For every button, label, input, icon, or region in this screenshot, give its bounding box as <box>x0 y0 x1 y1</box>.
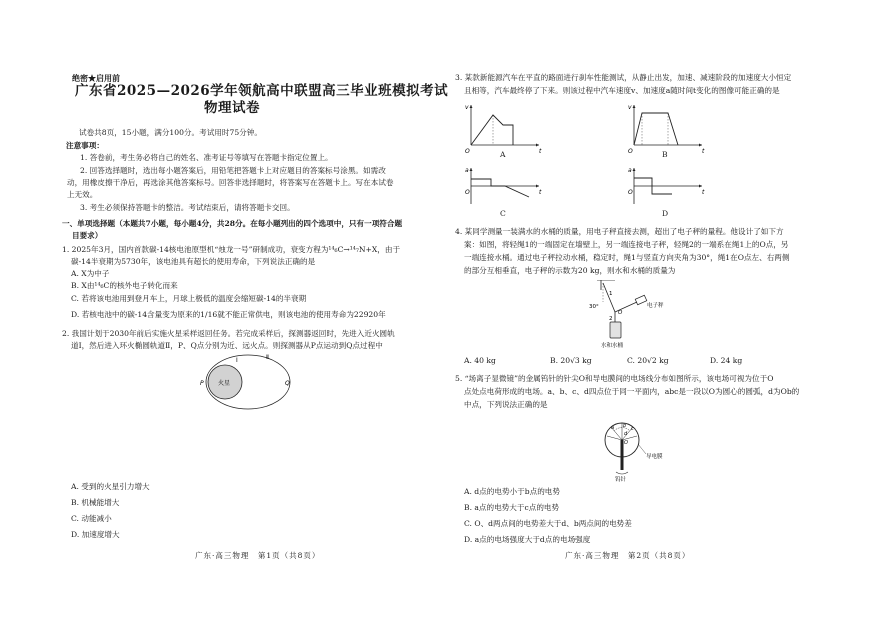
q5-label-b: b <box>623 423 627 429</box>
q4-label-angle: 30° <box>589 304 599 310</box>
q4-label-rope2: 2 <box>609 316 613 322</box>
exam-intro: 试卷共8页，15小题，满分100分。考试用时75分钟。 <box>79 128 262 137</box>
q2-stem: 2. 我国计划于2030年前后实施火星采样返回任务。若完成采样后，探测器返回时，先进入近火圆轨 <box>62 329 395 338</box>
q2-orbit-figure <box>196 352 292 412</box>
q2-label-orbit2: Ⅱ <box>266 354 269 361</box>
q4-option-a: A. 40 kg <box>464 356 496 365</box>
q4-rope-figure <box>587 280 687 352</box>
q3-graph-d-letter: D <box>662 209 669 218</box>
q3b-xaxis: t <box>702 148 705 155</box>
q4-label-bucket: 水和水桶 <box>601 343 624 349</box>
q5-option-b: B. a点的电势大于c点的电势 <box>464 503 560 512</box>
q5-stem: 中点，下列说法正确的是 <box>464 400 548 409</box>
q5-label-c: c <box>631 426 634 432</box>
q1-option-a: A. X为中子 <box>71 269 110 278</box>
q4-stem: 4. 某同学测量一装满水的水桶的质量，用电子秤直接去测，超出了电子秤的量程。他设计了如下方 <box>455 227 784 236</box>
q2-label-orbit1: Ⅰ <box>236 357 238 364</box>
secret-mark: 绝密★启用前 <box>72 73 120 83</box>
notice-line: 3. 考生必须保持答题卡的整洁。考试结束后，请将答题卡交回。 <box>80 203 295 212</box>
notice-line: 2. 回答选择题时，选出每小题答案后，用铅笔把答题卡上对应题目的答案标号涂黑。如需改 <box>80 166 386 175</box>
q5-field-figure <box>602 414 682 482</box>
q5-option-c: C. O、d两点间的电势差大于d、b两点间的电势差 <box>464 519 632 528</box>
q3-graph-c-letter: C <box>500 209 506 218</box>
q5-label-film: 导电膜 <box>646 454 663 460</box>
q5-stem: 5. “场离子显微镜”的金属钨针的针尖O和导电膜间的电场线分布如图所示，该电场可视为位于O <box>455 374 774 383</box>
exam-title: 广东省2025—2026学年领航高中联盟高三毕业班模拟考试 <box>75 83 449 99</box>
q5-label-needle: 钨针 <box>615 477 627 482</box>
page-1 <box>62 0 449 617</box>
q2-label-planet: 火星 <box>218 380 231 387</box>
q5-option-d: D. a点的电场强度大于d点的电场强度 <box>464 535 591 544</box>
q5-option-a: A. d点的电势小于b点的电势 <box>464 487 560 496</box>
q4-option-d: D. 24 kg <box>710 356 743 365</box>
q1-stem: 碳-14半衰期为5730年，该电池具有超长的使用寿命，下列说法正确的是 <box>71 257 316 266</box>
q3a-yaxis: v <box>465 104 469 111</box>
q3c-origin: O <box>465 189 470 196</box>
q3-graph-b <box>628 101 708 161</box>
q4-label-rope1: 1 <box>609 291 613 297</box>
q3-graph-b-letter: B <box>662 150 668 159</box>
q4-option-b: B. 20√3 kg <box>550 356 592 365</box>
q1-option-b: B. X由¹⁴₆C的核外电子转化而来 <box>71 281 178 290</box>
q4-label-scale: 电子秤 <box>647 303 664 309</box>
q4-stem: 一端连接水桶。通过电子秤拉动水桶，稳定时，绳1与竖直方向夹角为30°，绳1在O点左、右两侧 <box>464 253 790 262</box>
subject-title: 物理试卷 <box>204 100 260 116</box>
q4-option-c: C. 20√2 kg <box>627 356 669 365</box>
q3a-xaxis: t <box>539 148 542 155</box>
q3d-yaxis: a <box>628 167 632 174</box>
q3b-yaxis: v <box>628 104 632 111</box>
q3d-xaxis: t <box>702 189 705 196</box>
q3-stem: 且相等，汽车最终停了下来。则该过程中汽车速度v、加速度a随时间t变化的图像可能正确的是 <box>464 86 780 95</box>
section-heading: 一、单项选择题（本题共7小题，每小题4分，共28分。在每小题列出的四个选项中，只有一项符合题 <box>62 219 403 228</box>
q3b-origin: O <box>628 148 633 155</box>
q3-graph-c <box>465 166 545 206</box>
q3c-yaxis: a <box>465 167 469 174</box>
q3c-xaxis: t <box>539 189 542 196</box>
q3a-origin: O <box>465 148 470 155</box>
notice-line: 动，用橡皮擦干净后，再选涂其他答案标号。回答非选择题时，将答案写在答题卡上。写在本试卷 <box>67 178 394 187</box>
page-2 <box>455 0 815 617</box>
q4-stem: 的部分互相垂直，电子秤的示数为20 kg，则水和水桶的质量为 <box>464 266 676 275</box>
q2-option-a: A. 受到的火星引力增大 <box>71 482 150 491</box>
q3d-origin: O <box>628 189 633 196</box>
notice-line: 上无效。 <box>67 190 98 199</box>
q5-label-a: a <box>611 425 615 431</box>
q4-label-o: O <box>618 310 623 316</box>
footer-page-2: 广东·高三物理 第2页（共8页） <box>565 551 691 560</box>
q2-label-p: P <box>200 380 204 387</box>
q1-stem: 1. 2025年3月，国内首款碳-14核电池原型机“烛龙一号”研制成功，衰变方程为¹⁴₆C→¹⁴₇N+X，由于 <box>62 245 401 254</box>
notice-line: 1. 答卷前，考生务必将自己的姓名、准考证号等填写在答题卡指定位置上。 <box>80 153 333 162</box>
q2-label-q: Q <box>285 380 290 387</box>
q2-option-b: B. 机械能增大 <box>71 498 120 507</box>
q2-option-c: C. 动能减小 <box>71 514 112 523</box>
q3-stem: 3. 某款新能源汽车在平直的路面进行刹车性能测试，从静止出发，加速、减速阶段的加速度大小恒定 <box>455 73 792 82</box>
q5-label-o: O <box>624 440 628 446</box>
footer-page-1: 广东·高三物理 第1页（共8页） <box>195 551 321 560</box>
q2-option-d: D. 加速度增大 <box>71 530 120 539</box>
q1-option-d: D. 若核电池中的碳-14含量变为原来的1/16就不能正常供电，则该电池的使用寿命为22920年 <box>71 310 386 319</box>
notice-heading: 注意事项： <box>66 141 104 150</box>
q2-stem: 道Ⅰ，然后进入环火椭圆轨道Ⅱ，P、Q点分别为近、远火点。则探测器从P点运动到Q点过程中 <box>71 341 383 350</box>
q1-option-c: C. 若将该电池用到登月车上，月球上极低的温度会缩短碳-14的半衰期 <box>71 294 307 303</box>
q3-graph-d <box>628 166 708 206</box>
section-heading-cont: 目要求） <box>72 231 103 240</box>
q4-stem: 案：如图，将轻绳1的一端固定在墙壁上，另一端连接电子秤，轻绳2的一端系在绳1上的O点，另 <box>464 240 789 249</box>
q5-label-d: d <box>624 431 628 437</box>
q5-stem: 点处点电荷形成的电场。a、b、c、d四点位于同一平面内，abc是一段以O为圆心的圆弧，d为Ob的 <box>464 387 800 396</box>
q3-graph-a-letter: A <box>500 150 506 159</box>
